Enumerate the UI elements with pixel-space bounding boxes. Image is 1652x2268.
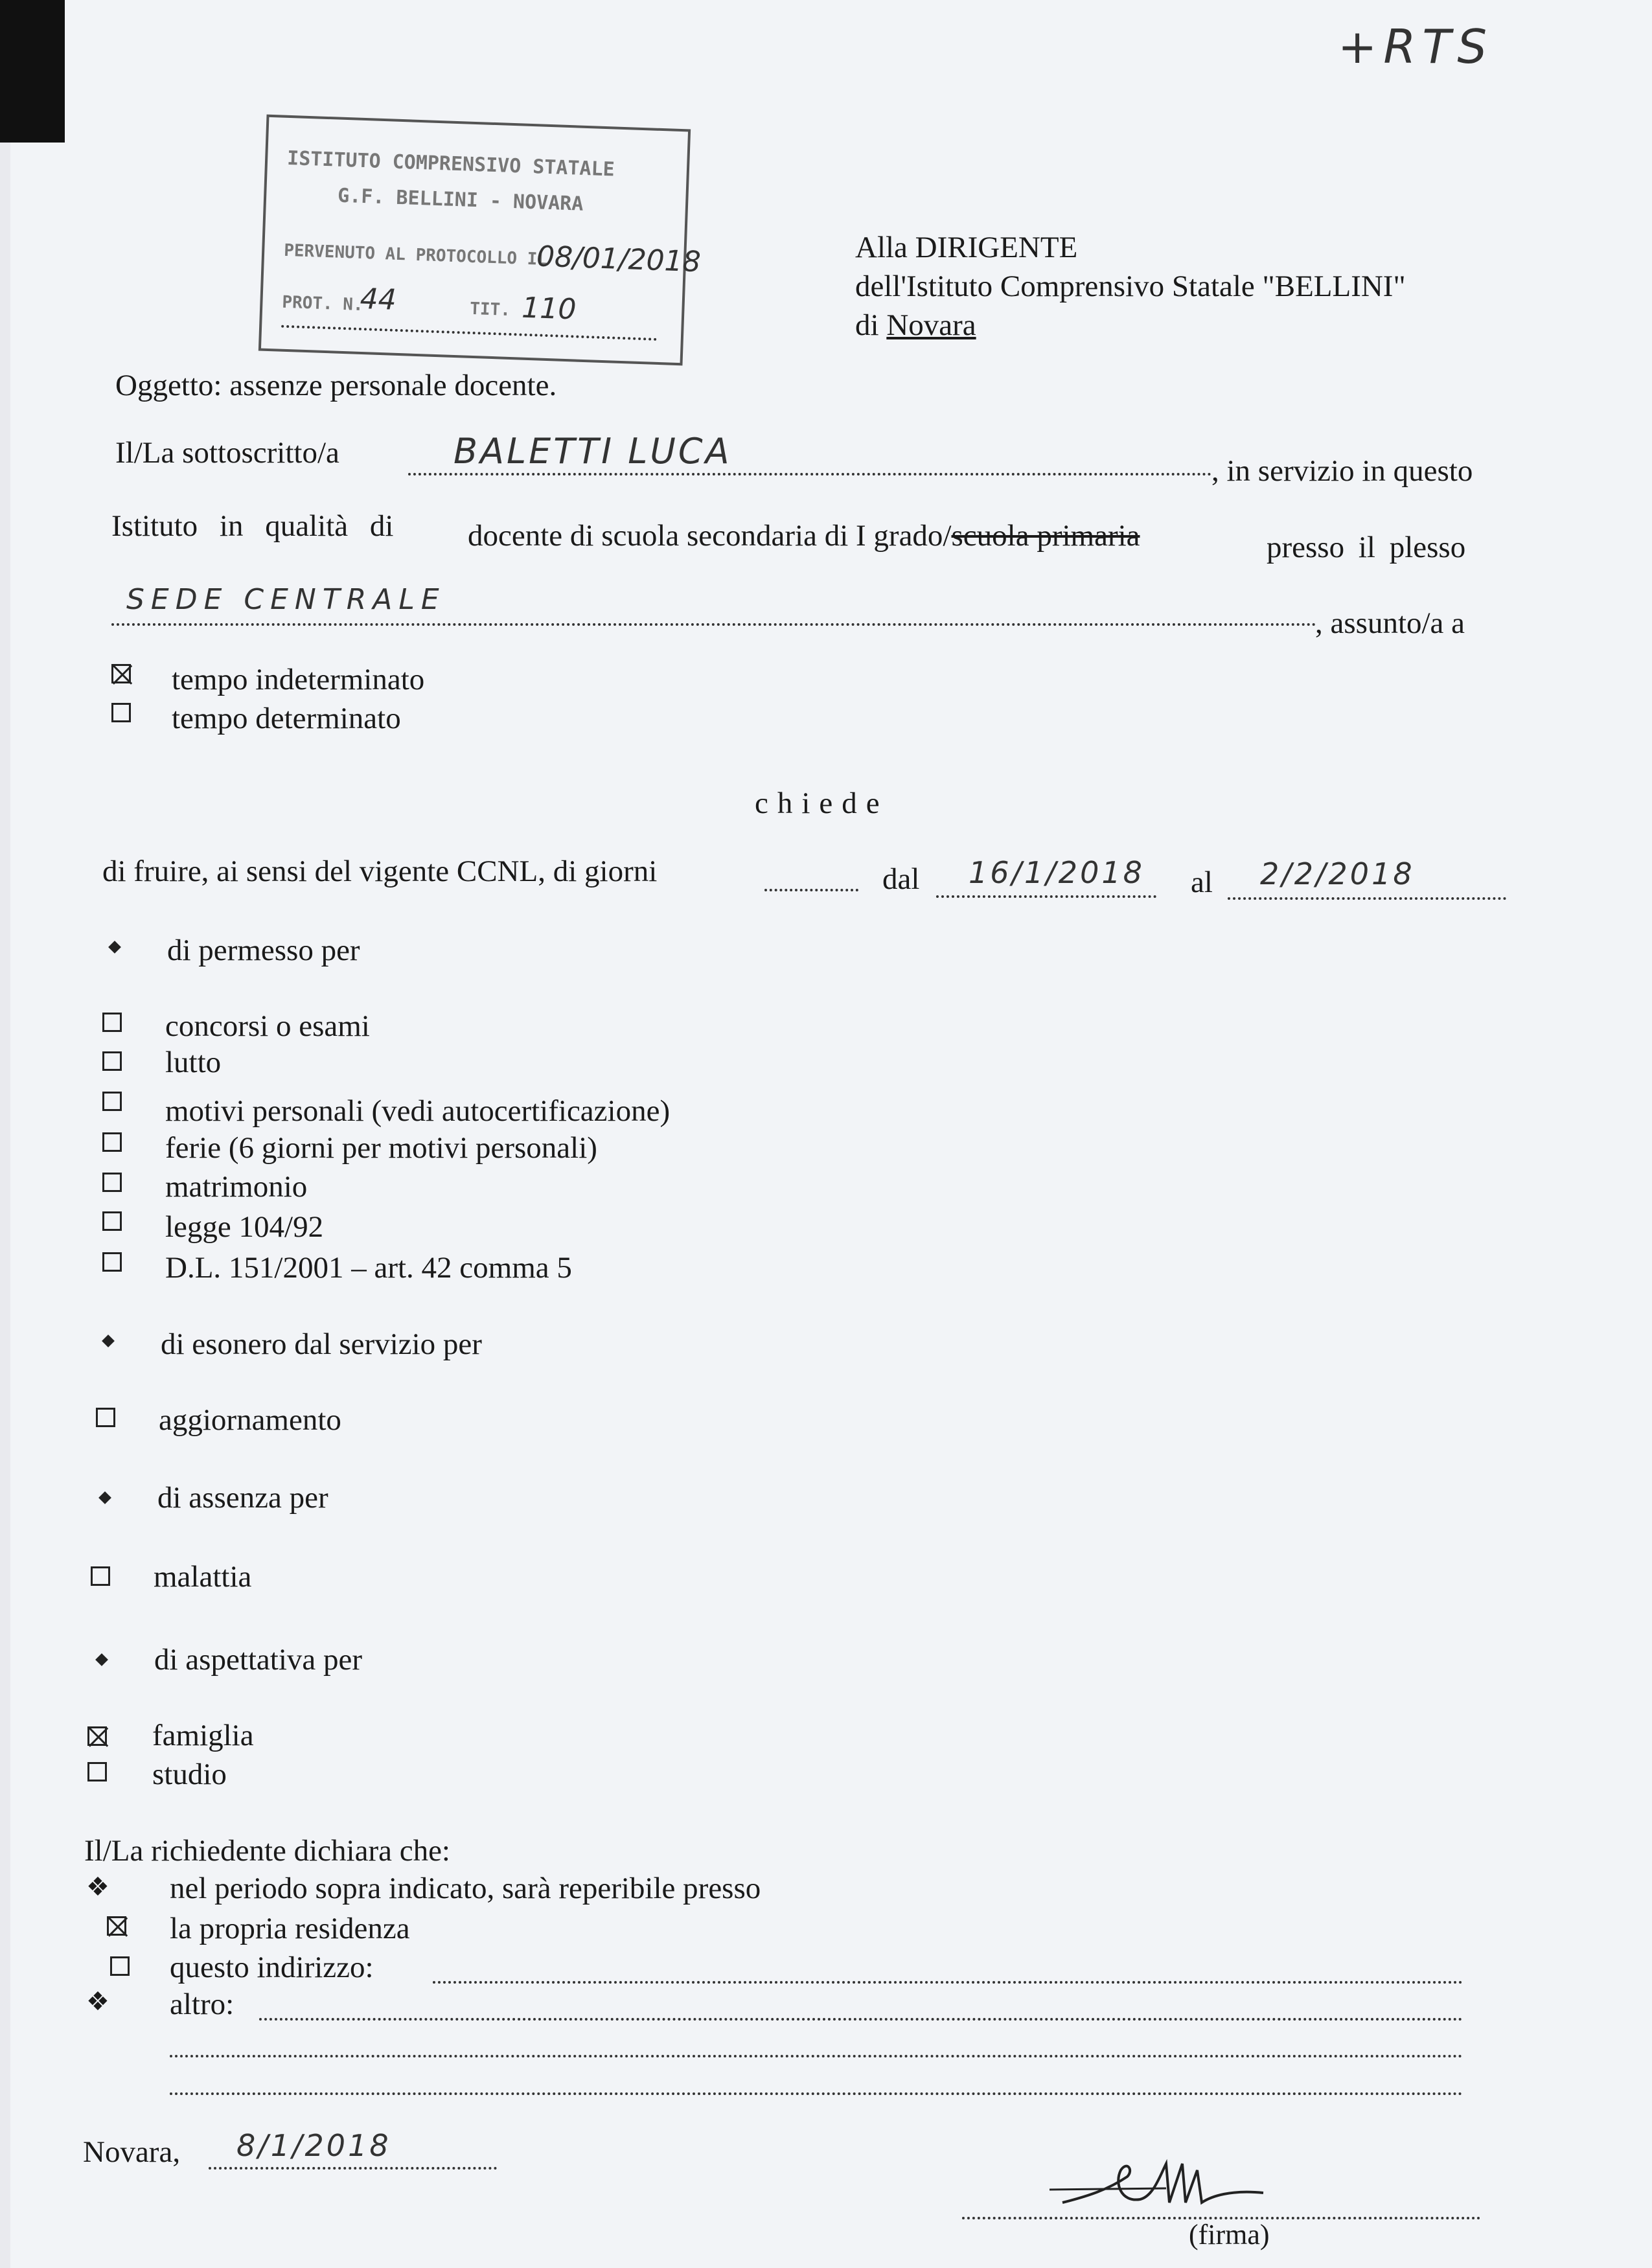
checkbox-dl-151[interactable] — [102, 1252, 122, 1272]
bullet-diamond — [108, 941, 121, 954]
permesso-item-legge: legge 104/92 — [165, 1210, 324, 1244]
plesso-dotted-line — [111, 623, 1316, 626]
dal-dotted-line — [936, 895, 1156, 898]
al-value: 2/2/2018 — [1260, 856, 1415, 891]
firma-label: (firma) — [1189, 2219, 1270, 2251]
stamp-prot-label: PROT. N. — [281, 292, 364, 315]
checkbox-indirizzo[interactable] — [110, 1956, 130, 1976]
days-dotted-line — [764, 889, 858, 891]
intro-service: , in servizio in questo — [1211, 454, 1473, 488]
checkbox-lutto[interactable] — [102, 1051, 122, 1071]
permesso-item-lutto: lutto — [165, 1046, 222, 1079]
al-label: al — [1191, 865, 1213, 899]
declaration-title: Il/La richiedente dichiara che: — [84, 1834, 450, 1868]
role-text: docente di scuola secondaria di I grado/ — [468, 519, 952, 553]
teacher-name: BALETTI LUCA — [453, 431, 732, 472]
checkbox-concorsi[interactable] — [102, 1013, 122, 1032]
permesso-item-matrimonio: matrimonio — [165, 1170, 308, 1204]
checkbox-ferie[interactable] — [102, 1132, 122, 1152]
assunto-label: , assunto/a a — [1315, 606, 1465, 640]
addressee-prefix: di — [855, 308, 879, 342]
esonero-item: aggiornamento — [159, 1403, 341, 1437]
declaration-other: altro: — [170, 1987, 235, 2021]
scan-edge-mark — [0, 0, 65, 143]
intro-label: Il/La sottoscritto/a — [115, 436, 339, 470]
declaration-line-1: nel periodo sopra indicato, sarà reperibile presso — [170, 1872, 761, 1905]
checkbox-aggiornamento[interactable] — [96, 1408, 115, 1427]
addressee-line-1: Alla DIRIGENTE — [855, 231, 1078, 264]
role-struck: scuola primaria — [951, 519, 1140, 553]
contract-determinato-label: tempo determinato — [172, 702, 401, 735]
assenza-heading: di assenza per — [157, 1481, 328, 1515]
addressee-line-3 — [855, 308, 976, 343]
role-line — [468, 518, 1140, 553]
period-prefix: di fruire, ai sensi del vigente CCNL, di giorni — [102, 854, 658, 888]
protocol-stamp — [258, 115, 702, 366]
declaration-residence: la propria residenza — [170, 1912, 410, 1945]
contract-indeterminato-label: tempo indeterminato — [172, 663, 425, 696]
bullet-clover-icon: ❖ — [86, 1872, 109, 1902]
checkbox-malattia[interactable] — [91, 1566, 110, 1586]
plesso-value: SEDE CENTRALE — [126, 583, 446, 616]
permesso-item-ferie: ferie (6 giorni per motivi personali) — [165, 1131, 597, 1165]
permesso-heading: di permesso per — [167, 934, 360, 967]
other-dotted-line-1 — [259, 2018, 1463, 2021]
permesso-item-dl: D.L. 151/2001 – art. 42 comma 5 — [165, 1251, 572, 1285]
bullet-clover-icon: ❖ — [86, 1987, 109, 2017]
addressee-line-2: dell'Istituto Comprensivo Statale "BELLINI" — [855, 269, 1406, 303]
checkbox-contract-indeterminato[interactable] — [111, 664, 131, 683]
dal-label: dal — [882, 862, 920, 896]
dal-value: 16/1/2018 — [969, 855, 1145, 890]
signature-mark — [1050, 2151, 1283, 2222]
addressee-city: Novara — [886, 308, 976, 342]
subject: Oggetto: assenze personale docente. — [115, 369, 557, 402]
stamp-dotted-line — [281, 325, 657, 341]
chiede-heading: chiede — [755, 786, 889, 820]
al-dotted-line — [1228, 897, 1506, 900]
role-prefix: Istituto in qualità di — [111, 509, 394, 543]
other-dotted-line-2 — [170, 2055, 1463, 2057]
plesso-label: presso il plesso — [1267, 531, 1466, 564]
footer-date: 8/1/2018 — [236, 2128, 391, 2163]
date-dotted-line — [209, 2167, 497, 2170]
permesso-item-motivi: motivi personali (vedi autocertificazione) — [165, 1094, 671, 1128]
assenza-item: malattia — [154, 1560, 252, 1594]
other-dotted-line-3 — [170, 2092, 1463, 2095]
stamp-received-label: PERVENUTO AL PROTOCOLLO IL — [283, 240, 548, 269]
declaration-address: questo indirizzo: — [170, 1951, 374, 1984]
address-dotted-line — [433, 1981, 1463, 1984]
name-dotted-line — [408, 473, 1211, 475]
checkbox-matrimonio[interactable] — [102, 1173, 122, 1192]
corner-note: +RTS — [1338, 19, 1494, 74]
checkbox-residenza[interactable] — [107, 1916, 126, 1936]
aspettativa-item-studio: studio — [152, 1758, 227, 1791]
stamp-tit-number: 110 — [521, 291, 577, 326]
aspettativa-heading: di aspettativa per — [154, 1643, 363, 1677]
bullet-diamond — [98, 1491, 111, 1504]
checkbox-contract-determinato[interactable] — [111, 703, 131, 722]
bullet-diamond — [95, 1653, 108, 1666]
checkbox-motivi-personali[interactable] — [102, 1092, 122, 1111]
bullet-diamond — [102, 1334, 115, 1347]
stamp-received-date: 08/01/2018 — [536, 240, 702, 279]
aspettativa-item-famiglia: famiglia — [152, 1719, 254, 1752]
esonero-heading: di esonero dal servizio per — [161, 1327, 482, 1361]
checkbox-studio[interactable] — [87, 1762, 107, 1781]
permesso-item-concorsi: concorsi o esami — [165, 1009, 370, 1043]
stamp-tit-label: TIT. — [469, 299, 511, 320]
stamp-prot-number: 44 — [359, 282, 397, 317]
stamp-line-2: G.F. BELLINI - NOVARA — [337, 184, 584, 216]
stamp-line-1: ISTITUTO COMPRENSIVO STATALE — [286, 146, 615, 181]
checkbox-famiglia[interactable] — [87, 1726, 107, 1746]
scan-edge — [0, 0, 10, 2268]
footer-place: Novara, — [83, 2135, 181, 2169]
checkbox-legge-104[interactable] — [102, 1211, 122, 1231]
